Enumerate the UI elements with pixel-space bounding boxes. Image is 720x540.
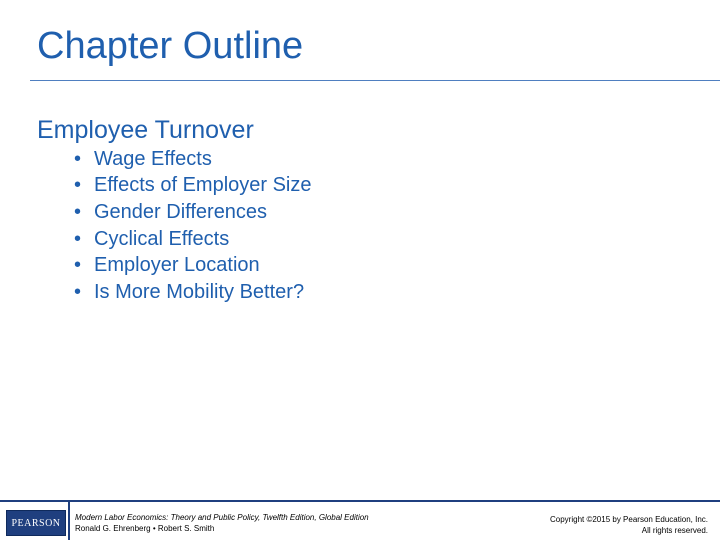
bullet-text: Cyclical Effects bbox=[94, 227, 230, 250]
bullet-icon: • bbox=[74, 227, 82, 250]
bullet-text: Effects of Employer Size bbox=[94, 174, 312, 197]
footer-separator bbox=[68, 502, 70, 540]
bullet-item bbox=[74, 146, 312, 173]
bullet-icon: • bbox=[74, 254, 82, 277]
copyright-notice: Copyright ©2015 by Pearson Education, Inc. bbox=[550, 515, 708, 524]
bullet-item bbox=[74, 279, 312, 306]
bullet-icon: • bbox=[74, 174, 82, 197]
bullet-item bbox=[74, 173, 312, 200]
section-heading: Employee Turnover bbox=[37, 116, 254, 144]
bullet-list bbox=[74, 146, 312, 306]
logo-text: PEARSON bbox=[11, 517, 61, 529]
bullet-text: Is More Mobility Better? bbox=[94, 280, 305, 303]
bullet-icon: • bbox=[74, 280, 82, 303]
rights-notice: All rights reserved. bbox=[641, 526, 708, 535]
bullet-text: Gender Differences bbox=[94, 200, 268, 223]
book-authors: Ronald G. Ehrenberg • Robert S. Smith bbox=[75, 524, 215, 533]
footer-divider bbox=[0, 500, 720, 502]
bullet-item bbox=[74, 226, 312, 253]
book-title: Modern Labor Economics: Theory and Public Policy, Twelfth Edition, Global Edition bbox=[75, 513, 369, 522]
bullet-icon: • bbox=[74, 200, 82, 223]
bullet-item bbox=[74, 199, 312, 226]
bullet-icon: • bbox=[74, 147, 82, 170]
title-divider bbox=[30, 80, 720, 81]
bullet-item bbox=[74, 252, 312, 279]
bullet-text: Employer Location bbox=[94, 254, 260, 277]
slide-footer bbox=[0, 500, 720, 540]
bullet-text: Wage Effects bbox=[94, 147, 212, 170]
slide-title: Chapter Outline bbox=[37, 25, 304, 67]
pearson-logo bbox=[6, 510, 66, 536]
